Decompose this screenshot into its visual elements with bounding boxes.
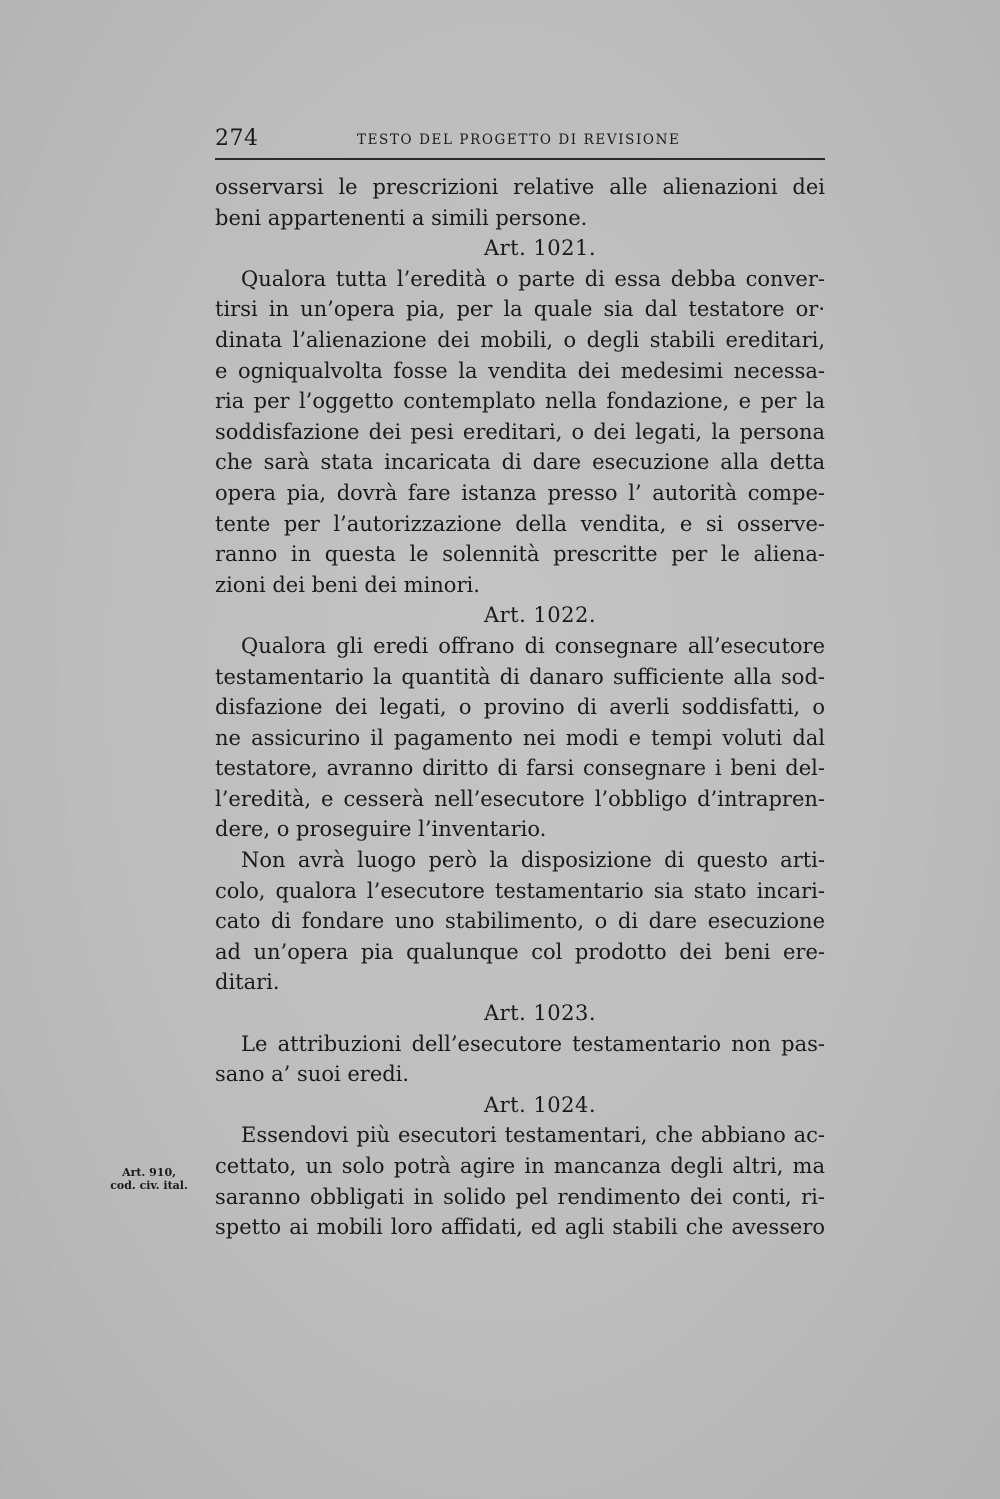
- text-line: che sarà stata incaricata di dare esecuzione alla detta: [215, 450, 825, 475]
- text-line: cato di fondare uno stabilimento, o di dare esecuzione: [215, 909, 825, 934]
- text-line: beni appartenenti a simili persone.: [215, 205, 588, 230]
- text-line: opera pia, dovrà fare istanza presso l’ autorità compe-: [215, 480, 825, 505]
- text-line: e ogniqualvolta fosse la vendita dei medesimi necessa-: [215, 358, 825, 383]
- text-line: ditari.: [215, 970, 280, 995]
- text-line: ne assicurino il pagamento nei modi e tempi voluti dal: [215, 725, 825, 750]
- text-line: tirsi in un’opera pia, per la quale sia dal testatore or·: [215, 297, 825, 322]
- text-line: ranno in questa le solennità prescritte per le aliena-: [215, 542, 825, 567]
- text-line: zioni dei beni dei minori.: [215, 572, 480, 597]
- text-line: ria per l’oggetto contemplato nella fondazione, e per la: [215, 389, 825, 414]
- text-line: testamentario la quantità di danaro sufficiente alla sod-: [215, 664, 825, 689]
- text-line: soddisfazione dei pesi ereditari, o dei legati, la persona: [215, 419, 825, 444]
- page-number: 274: [215, 126, 259, 151]
- text-line: Essendovi più esecutori testamentari, che abbiano ac-: [241, 1123, 825, 1148]
- text-line: cettato, un solo potrà agire in mancanza degli altri, ma: [215, 1154, 825, 1178]
- text-line: Non avrà luogo però la disposizione di questo arti-: [241, 848, 825, 873]
- text-line: dere, o proseguire l’inventario.: [215, 817, 547, 842]
- text-line: tente per l’autorizzazione della vendita, e si osserve-: [215, 511, 825, 536]
- text-line: sano a’ suoi eredi.: [215, 1062, 410, 1087]
- paragraph: [215, 172, 825, 233]
- text-line: testatore, avranno diritto di farsi consegnare i beni del-: [215, 756, 825, 781]
- text-line: osservarsi le prescrizioni relative alle alienazioni dei: [215, 175, 825, 199]
- text-line: Le attribuzioni dell’esecutore testamentario non pas-: [241, 1031, 825, 1056]
- text-line: saranno obbligati in solido pel rendimento dei conti, ri-: [215, 1184, 825, 1209]
- article-heading: Art. 1024.: [483, 1092, 597, 1117]
- article-heading: Art. 1023.: [483, 1001, 597, 1026]
- text-line: ad un’opera pia qualunque col prodotto dei beni ere-: [215, 939, 825, 964]
- text-line: Qualora gli eredi offrano di consegnare all’esecutore: [241, 633, 825, 658]
- text-line: Qualora tutta l’eredità o parte di essa debba conver-: [241, 266, 825, 291]
- margin-note-article: Art. 910,: [122, 1166, 176, 1179]
- paragraph: [215, 264, 825, 601]
- body-text: [215, 172, 825, 1243]
- article-heading: Art. 1022.: [483, 603, 597, 628]
- text-line: dinata l’alienazione dei mobili, o degli stabili ereditari,: [215, 327, 825, 352]
- page-header: [215, 124, 825, 160]
- paragraph: [215, 631, 825, 845]
- article-heading: Art. 1021.: [483, 236, 597, 261]
- margin-note-code: cod. civ. ital.: [110, 1179, 188, 1192]
- text-line: spetto ai mobili loro affidati, ed agli stabili che avessero: [215, 1215, 825, 1240]
- paragraph: [215, 845, 825, 998]
- paragraph: [215, 1120, 825, 1242]
- margin-note: [104, 1166, 194, 1192]
- text-line: colo, qualora l’esecutore testamentario sia stato incari-: [215, 878, 825, 903]
- paragraph: [215, 1029, 825, 1090]
- running-title: TESTO DEL PROGETTO DI REVISIONE: [357, 132, 681, 148]
- text-line: l’eredità, e cesserà nell’esecutore l’obbligo d’intrapren-: [215, 786, 825, 811]
- text-line: disfazione dei legati, o provino di averli soddisfatti, o: [215, 695, 825, 720]
